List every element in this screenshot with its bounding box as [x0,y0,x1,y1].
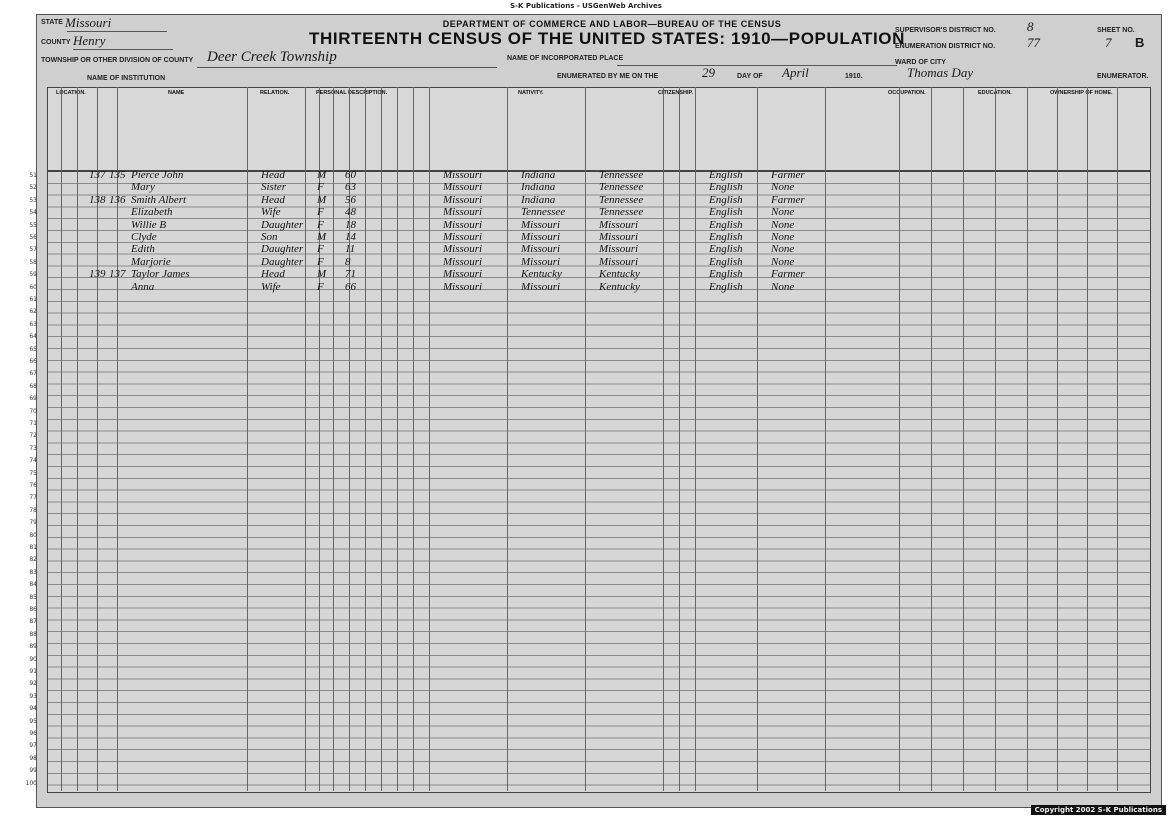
row-number: 68 [29,382,37,390]
cell-age: 60 [345,169,356,181]
cell-name: Smith Albert [131,193,187,206]
cell-birth: Missouri [443,206,483,219]
cell-lang: English [709,255,743,268]
cell-lang: English [709,280,743,293]
cell-sex: F [317,218,324,231]
cell-father: Indiana [521,193,556,206]
row-number: 94 [29,705,37,713]
cell-age: 66 [345,280,356,293]
row-number: 57 [29,246,37,254]
state-line [67,31,167,32]
cell-dw: 139 [89,268,106,281]
row-number: 86 [29,606,37,613]
table-row [47,270,1149,281]
census-sheet [25,14,1162,808]
cell-occ: Farmer [771,193,805,206]
row-number: 85 [29,593,37,601]
cell-birth: Missouri [443,280,483,293]
table-row [47,255,1149,269]
table-row [47,171,1149,182]
cell-mother: Kentucky [599,280,640,293]
cell-mother: Missouri [599,218,639,231]
cell-sex: F [317,243,324,256]
group-relation: RELATION. [260,90,290,96]
source-bar: S-K Publications - USGenWeb Archives [510,2,662,10]
cell-lang: English [709,243,743,256]
day-value: 29 [702,65,715,80]
cell-name: Pierce John [131,169,184,181]
cell-father: Missouri [521,231,561,243]
cell-sex: F [317,181,324,194]
year-value: 1910. [845,73,863,80]
day-label: DAY OF [737,73,763,80]
cell-lang: English [709,193,743,206]
cell-mother: Tennessee [599,206,644,219]
cell-occ: Farmer [771,268,805,281]
row-number: 80 [29,531,37,539]
cell-sex: F [317,206,324,219]
cell-lang: English [709,181,743,194]
group-education: EDUCATION. [978,90,1012,96]
row-number: 74 [29,457,37,465]
cell-age: 56 [345,193,356,206]
cell-lang: English [709,218,743,231]
table-row [47,218,1149,232]
row-number: 58 [29,258,37,266]
table-row [47,280,1149,294]
row-number: 56 [29,234,37,241]
cell-sex: F [317,255,324,268]
group-citizenship: CITIZENSHIP. [658,90,694,96]
row-number: 59 [29,271,37,279]
row-number: 90 [29,655,37,663]
cell-father: Missouri [521,280,561,293]
place-label: NAME OF INCORPORATED PLACE [507,55,624,62]
table-row [47,245,1149,256]
row-number: 87 [29,618,37,626]
state-label: STATE [41,19,63,26]
supervisor-label: SUPERVISOR'S DISTRICT NO. [895,27,996,34]
row-number: 53 [29,196,37,204]
table-row [47,183,1149,194]
row-number: 77 [29,494,37,502]
cell-birth: Missouri [443,181,483,194]
cell-rel: Wife [261,206,281,219]
cell-mother: Missouri [599,243,639,256]
cell-name: Mary [131,181,155,194]
cell-mother: Tennessee [599,181,644,194]
cell-birth: Missouri [443,243,483,256]
census-title: THIRTEENTH CENSUS OF THE UNITED STATES: 1910—POPULATION [309,29,905,48]
cell-rel: Daughter [261,255,304,268]
cell-mother: Tennessee [599,169,644,181]
enumeration-label: ENUMERATION DISTRICT NO. [895,43,996,50]
enumerator-label: ENUMERATOR. [1097,73,1149,80]
cell-name: Clyde [131,231,157,243]
cell-occ: None [771,181,795,194]
cell-sex: M [317,231,327,243]
column-header [47,87,1151,171]
cell-age: 48 [345,206,356,219]
row-number: 98 [29,754,37,762]
cell-rel: Head [261,268,285,281]
row-number: 70 [29,407,37,415]
row-number: 62 [29,308,37,316]
cell-occ: None [771,243,795,256]
row-number: 84 [29,581,37,589]
enumeration-value: 77 [1027,35,1040,50]
enumerator-value: Thomas Day [907,65,974,80]
cell-sex: F [317,280,324,293]
cell-father: Kentucky [521,268,562,281]
cell-age: 63 [345,181,356,194]
table-row [47,208,1149,219]
cell-name: Willie B [131,218,167,231]
row-number: 71 [29,420,37,427]
row-number: 79 [29,519,37,527]
group-ownership: OWNERSHIP OF HOME. [1050,90,1113,96]
sheet-label: SHEET NO. [1097,27,1135,34]
cell-occ: None [771,231,795,243]
cell-birth: Missouri [443,218,483,231]
sheet-value: 7 [1105,35,1112,50]
township-label: TOWNSHIP OR OTHER DIVISION OF COUNTY [41,57,194,64]
row-number: 73 [29,444,37,452]
row-numbers [25,171,37,791]
group-personal: PERSONAL DESCRIPTION. [316,90,388,96]
row-number: 78 [29,506,37,514]
row-number: 83 [29,568,37,576]
row-number: 76 [29,482,37,489]
cell-mother: Kentucky [599,268,640,281]
cell-rel: Daughter [261,218,304,231]
sheet-side: B [1135,35,1145,50]
row-number: 89 [29,643,37,651]
copyright-notice: Copyright 2002 S-K Publications [1031,805,1166,815]
cell-sex: M [317,268,327,281]
cell-father: Missouri [521,255,561,268]
cell-age: 11 [345,243,356,256]
cell-father: Missouri [521,218,561,231]
cell-mother: Tennessee [599,193,644,206]
row-number: 54 [29,209,37,217]
row-number: 61 [29,296,37,303]
row-number: 51 [29,172,37,179]
row-number: 63 [29,320,37,328]
cell-age: 14 [345,231,356,243]
cell-occ: None [771,255,795,268]
county-value: Henry [73,33,106,48]
table-row [47,193,1149,207]
cell-fam: 135 [109,169,126,181]
cell-mother: Missouri [599,255,639,268]
group-occupation: OCCUPATION. [888,90,926,96]
cell-name: Elizabeth [131,206,173,219]
cell-name: Taylor James [131,268,190,281]
cell-rel: Head [261,169,285,181]
group-location: LOCATION. [56,90,86,96]
cell-fam: 136 [109,193,126,206]
ward-label: WARD OF CITY [895,59,946,66]
row-number: 75 [29,469,37,477]
supervisor-value: 8 [1027,19,1034,34]
row-number: 99 [29,767,37,775]
row-number: 60 [29,283,37,291]
township-value: Deer Creek Township [207,49,337,65]
cell-occ: None [771,218,795,231]
cell-dw: 138 [89,193,106,206]
cell-father: Missouri [521,243,561,256]
cell-lang: English [709,169,743,181]
cell-fam: 137 [109,268,126,281]
group-name: NAME [168,90,185,96]
cell-father: Indiana [521,169,556,181]
department-title: DEPARTMENT OF COMMERCE AND LABOR—BUREAU OF THE CENSUS [442,19,782,29]
row-number: 93 [29,692,37,700]
cell-rel: Head [261,193,285,206]
cell-lang: English [709,206,743,219]
cell-occ: None [771,206,795,219]
row-number: 66 [29,358,37,365]
row-number: 96 [29,730,37,737]
state-value: Missouri [65,15,112,30]
cell-birth: Missouri [443,193,483,206]
cell-rel: Sister [261,181,287,194]
county-line [73,49,173,50]
cell-occ: Farmer [771,169,805,181]
cell-name: Edith [131,243,155,256]
cell-birth: Missouri [443,169,483,181]
township-line [197,67,497,68]
cell-sex: M [317,193,327,206]
row-number: 81 [29,544,37,551]
row-number: 65 [29,345,37,353]
cell-age: 8 [345,255,351,268]
institution-label: NAME OF INSTITUTION [87,75,166,82]
enumerated-label: ENUMERATED BY ME ON THE [557,73,659,80]
cell-rel: Daughter [261,243,304,256]
cell-name: Marjorie [131,255,171,268]
cell-father: Indiana [521,181,556,194]
row-number: 64 [29,333,37,341]
cell-sex: M [317,169,327,181]
row-number: 67 [29,370,37,378]
group-nativity: NATIVITY. [518,90,544,96]
row-number: 92 [29,680,37,688]
cell-mother: Missouri [599,231,639,243]
row-number: 82 [29,556,37,564]
cell-name: Anna [131,280,155,293]
cell-rel: Wife [261,280,281,293]
cell-birth: Missouri [443,255,483,268]
row-number: 91 [29,668,37,675]
row-number: 72 [29,432,37,440]
cell-age: 18 [345,218,356,231]
row-number: 52 [29,184,37,192]
cell-occ: None [771,280,795,293]
row-number: 55 [29,221,37,229]
cell-lang: English [709,231,743,243]
cell-father: Tennessee [521,206,566,219]
row-number: 100 [25,779,37,787]
place-line [617,65,897,66]
row-number: 88 [29,630,37,638]
cell-lang: English [709,268,743,281]
cell-birth: Missouri [443,231,483,243]
row-number: 97 [29,742,37,750]
cell-age: 71 [345,268,356,281]
table-row [47,233,1149,244]
county-label: COUNTY [41,39,71,46]
cell-rel: Son [261,231,278,243]
row-number: 69 [29,395,37,403]
cell-birth: Missouri [443,268,483,281]
month-value: April [782,65,809,80]
row-number: 95 [29,717,37,725]
cell-dw: 137 [89,169,106,181]
